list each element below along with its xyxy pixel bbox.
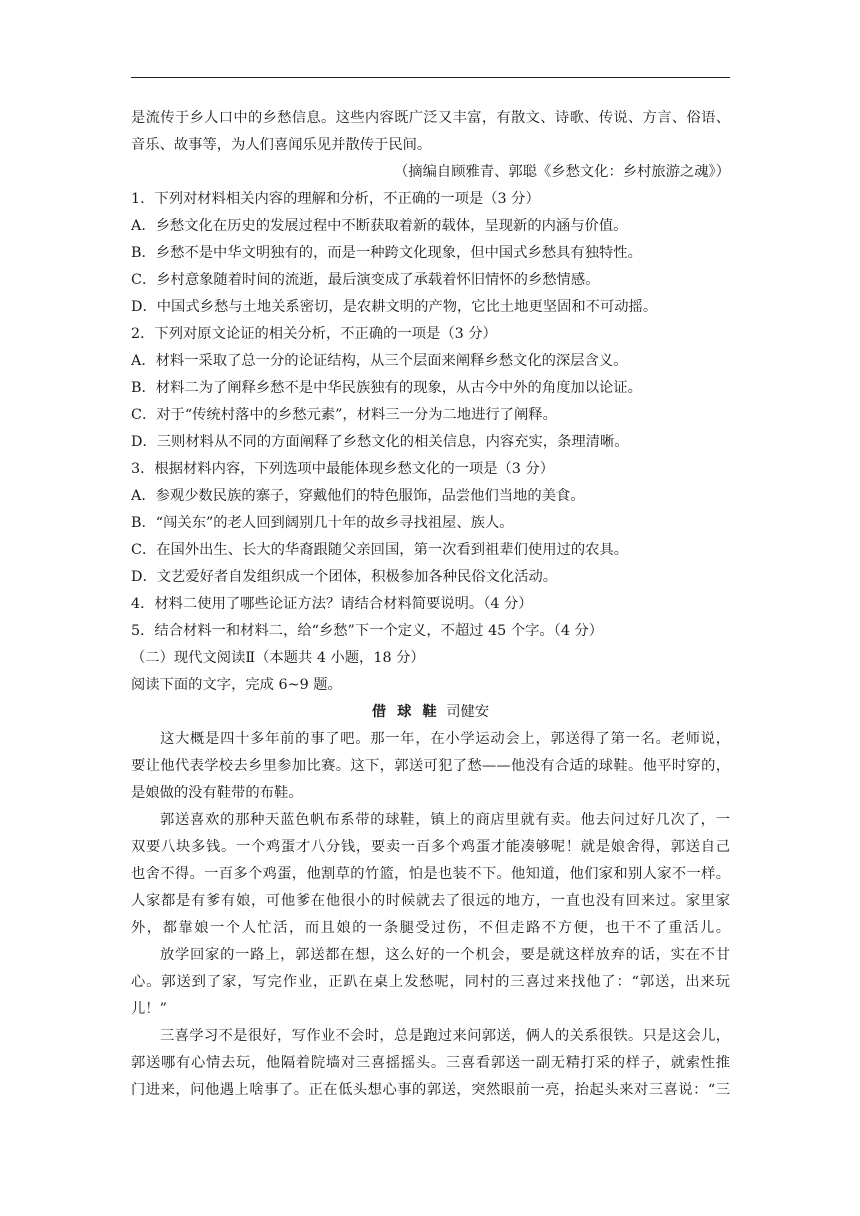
text-line: 郭送喜欢的那种天蓝色帆布系带的球鞋，镇上的商店里就有卖。他去问过好几次了，一: [160, 812, 730, 828]
header-rule: [131, 77, 730, 78]
question-stem: 3．根据材料内容，下列选项中最能体现乡愁文化的一项是（3 分）: [131, 461, 555, 477]
question-option: B．材料二为了阐释乡愁不是中华民族独有的现象，从古今中外的角度加以论证。: [131, 380, 642, 396]
story-paragraph: [131, 726, 730, 807]
story-title: 借 球 鞋: [371, 704, 440, 720]
text-line: 要让他代表学校去乡里参加比赛。这下，郭送可犯了愁——他没有合适的球鞋。他平时穿的，: [131, 758, 730, 774]
question-stem: 1．下列对材料相关内容的理解和分析，不正确的一项是（3 分）: [131, 191, 540, 207]
story-paragraph: [131, 942, 730, 1023]
question-option: A．乡愁文化在历史的发展过程中不断获取着新的载体，呈现新的内涵与价值。: [131, 218, 628, 234]
question-option: B．乡愁不是中华文明独有的，而是一种跨文化现象，但中国式乡愁具有独特性。: [131, 245, 642, 261]
question-option: D．中国式乡愁与土地关系密切，是农耕文明的产物，它比土地更坚固和不可动摇。: [131, 299, 658, 315]
text-line: 双要八块多钱。一个鸡蛋才八分钱，要卖一百多个鸡蛋才能凑够呢！就是娘舍得，郭送自己: [131, 839, 730, 855]
text-line: 人家都是有爹有娘，可他爹在他很小的时候就去了很远的地方，一直也没有回来过。家里家: [131, 893, 730, 909]
question-list: [131, 186, 730, 645]
story-paragraph: [131, 1023, 730, 1104]
question-stem: 2．下列对原文论证的相关分析，不正确的一项是（3 分）: [131, 326, 497, 342]
text-line: 门进来，问他遇上啥事了。正在低头想心事的郭送，突然眼前一亮，抬起头来对三喜说：“三: [131, 1082, 730, 1098]
text-line: 这大概是四十多年前的事了吧。那一年，在小学运动会上，郭送得了第一名。老师说，: [160, 731, 730, 747]
question-stem: 4．材料二使用了哪些论证方法？请结合材料简要说明。（4 分）: [131, 596, 533, 612]
text-line: 放学回家的一路上，郭送都在想，这么好的一个机会，要是就这样放弃的话，实在不甘: [160, 947, 730, 963]
text-line: 儿！”: [131, 1001, 167, 1017]
question-option: D．三则材料从不同的方面阐释了乡愁文化的相关信息，内容充实，条理清晰。: [131, 434, 629, 450]
question-option: A．材料一采取了总一分的论证结构，从三个层面来阐释乡愁文化的深层含义。: [131, 353, 628, 369]
document-body: [131, 105, 730, 1104]
text-line: 三喜学习不是很好，写作业不会时，总是跑过来问郭送，俩人的关系很铁。只是这会儿，: [160, 1028, 730, 1044]
section-heading: （二）现代文阅读Ⅱ（本题共 4 小题，18 分）: [131, 650, 425, 666]
text-line: 郭送哪有心情去玩，他隔着院墙对三喜摇摇头。三喜看郭送一副无精打采的样子，就索性推: [131, 1055, 730, 1071]
passage-continuation: [131, 105, 730, 159]
story-paragraph: [131, 807, 730, 942]
reading-instruction: 阅读下面的文字，完成 6~9 题。: [131, 677, 342, 693]
text-line: 也舍不得。一百多个鸡蛋，他割草的竹篮，怕是也装不下。他知道，他们家和别人家不一样。: [131, 866, 730, 882]
text-line: 心。郭送到了家，写完作业，正趴在桌上发愁呢，同村的三喜过来找他了：“郭送，出来玩: [131, 974, 730, 990]
story-author: 司健安: [446, 704, 490, 720]
text-line: 是娘做的没有鞋带的布鞋。: [131, 785, 303, 801]
text-line: 外，都靠娘一个人忙活，而且娘的一条腿受过伤，不但走路不方便，也干不了重活儿。: [131, 920, 730, 936]
question-option: A．参观少数民族的寨子，穿戴他们的特色服饰，品尝他们当地的美食。: [131, 488, 585, 504]
story-heading: [131, 699, 730, 726]
question-stem: 5．结合材料一和材料二，给“乡愁”下一个定义，不超过 45 个字。（4 分）: [131, 623, 604, 639]
text-line: 是流传于乡人口中的乡愁信息。这些内容既广泛又丰富，有散文、诗歌、传说、方言、俗语、: [131, 110, 730, 126]
text-line: 音乐、故事等，为人们喜闻乐见并散传于民间。: [131, 137, 432, 153]
question-option: D．文艺爱好者自发组织成一个团体，积极参加各种民俗文化活动。: [131, 569, 558, 585]
source-citation: （摘编自顾雅青、郭聪《乡愁文化：乡村旅游之魂》）: [394, 164, 730, 180]
question-option: C．乡村意象随着时间的流逝，最后演变成了承载着怀旧情怀的乡愁情感。: [131, 272, 600, 288]
question-option: C．对于“传统村落中的乡愁元素”，材料三一分为二地进行了阐释。: [131, 407, 557, 423]
question-option: B．“闯关东”的老人回到阔别几十年的故乡寻找祖屋、族人。: [131, 515, 514, 531]
question-option: C．在国外出生、长大的华裔跟随父亲回国，第一次看到祖辈们使用过的农具。: [131, 542, 629, 558]
